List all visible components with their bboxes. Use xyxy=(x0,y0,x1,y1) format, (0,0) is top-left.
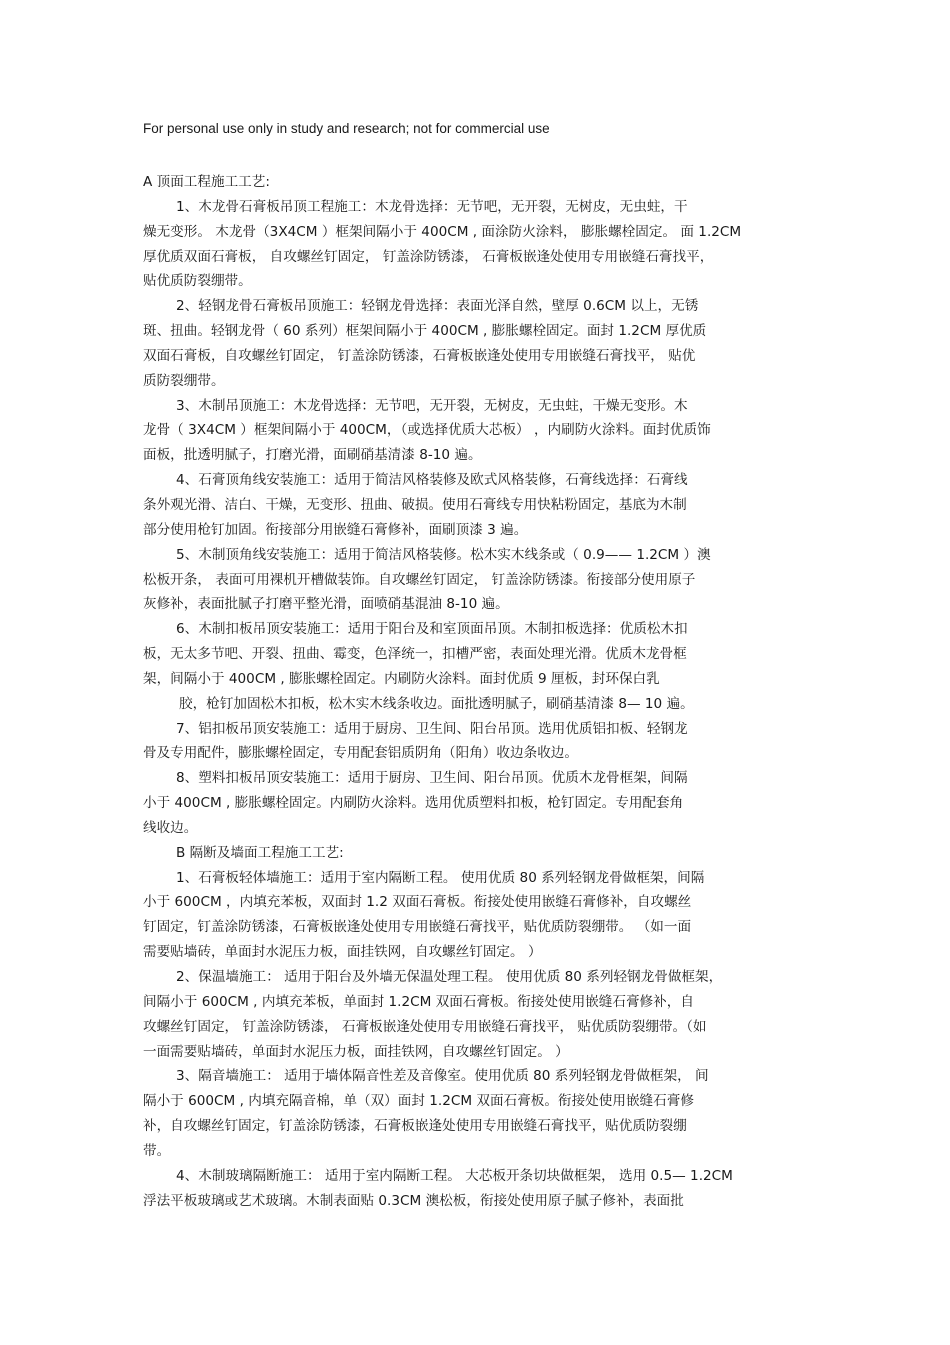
text-line: 一面需要贴墙砖，单面封水泥压力板，面挂铁网，自攻螺丝钉固定。 ） xyxy=(143,1043,569,1060)
text-line: 灰修补，表面批腻子打磨平整光滑，面喷硝基混油 8-10 遍。 xyxy=(143,596,509,613)
document-body xyxy=(143,170,808,1213)
text-line: 5、木制顶角线安装施工：适用于简洁风格装修。松木实木线条或（ 0.9—— 1.2CM ）澳 xyxy=(176,546,711,563)
text-line: 线收边。 xyxy=(143,819,198,836)
text-line: 骨及专用配件，膨胀螺栓固定，专用配套铝质阴角（阳角）收边条收边。 xyxy=(143,745,578,762)
text-line: 双面石膏板，自攻螺丝钉固定， 钉盖涂防锈漆，石膏板嵌逢处使用专用嵌缝石膏找平， 贴优 xyxy=(143,347,696,364)
text-line: 3、木制吊顶施工：木龙骨选择：无节吧，无开裂，无树皮，无虫蛀，干燥无变形。木 xyxy=(176,397,688,414)
text-line: 燥无变形。 木龙骨（3X4CM ）框架间隔小于 400CM , 面涂防火涂料， 膨胀螺栓固定。 面 1.2CM xyxy=(143,223,742,240)
text-line: 6、木制扣板吊顶安装施工：适用于阳台及和室顶面吊顶。木制扣板选择：优质松木扣 xyxy=(176,621,688,638)
text-line: 松板开条， 表面可用裸机开槽做装饰。自攻螺丝钉固定， 钉盖涂防锈漆。衔接部分使用原子 xyxy=(143,571,696,588)
text-line: 间隔小于 600CM , 内填充苯板，单面封 1.2CM 双面石膏板。衔接处使用嵌缝石膏修补，自 xyxy=(143,993,694,1010)
text-line: 1、石膏板轻体墙施工：适用于室内隔断工程。 使用优质 80 系列轻钢龙骨做框架，间隔 xyxy=(176,869,705,886)
text-line: 攻螺丝钉固定， 钉盖涂防锈漆， 石膏板嵌逢处使用专用嵌缝石膏找平， 贴优质防裂绷带。（如 xyxy=(143,1018,707,1035)
text-line: 条外观光滑、洁白、干燥，无变形、扭曲、破损。使用石膏线专用快粘粉固定，基底为木制 xyxy=(143,496,687,513)
text-line: 板，无太多节吧、开裂、扭曲、霉变，色泽统一，扣槽严密，表面处理光滑。优质木龙骨框 xyxy=(143,646,687,663)
text-line: A 顶面工程施工工艺: xyxy=(143,174,270,190)
text-line: 架，间隔小于 400CM , 膨胀螺栓固定。内刷防火涂料。面封优质 9 厘板，封环保白乳 xyxy=(143,670,660,687)
text-line: 2、轻钢龙骨石膏板吊顶施工：轻钢龙骨选择：表面光泽自然，壁厚 0.6CM 以上，无锈 xyxy=(176,298,699,315)
text-line: 面板，批透明腻子，打磨光滑，面刷硝基清漆 8-10 遍。 xyxy=(143,447,482,464)
text-line: 1、木龙骨石膏板吊顶工程施工：木龙骨选择：无节吧，无开裂，无树皮，无虫蛀，干 xyxy=(176,198,688,215)
text-line: 7、铝扣板吊顶安装施工：适用于厨房、卫生间、阳台吊顶。选用优质铝扣板、轻钢龙 xyxy=(176,720,688,737)
text-line: 4、木制玻璃隔断施工： 适用于室内隔断工程。 大芯板开条切块做框架， 选用 0.5— 1.2CM xyxy=(176,1167,733,1184)
text-line: 隔小于 600CM , 内填充隔音棉，单（双）面封 1.2CM 双面石膏板。衔接处使用嵌缝石膏修 xyxy=(143,1093,694,1110)
text-line: 8、塑料扣板吊顶安装施工：适用于厨房、卫生间、阳台吊顶。优质木龙骨框架，间隔 xyxy=(176,770,688,787)
text-line: 小于 400CM , 膨胀螺栓固定。内刷防火涂料。选用优质塑料扣板，枪钉固定。专用配套角 xyxy=(143,795,684,812)
text-line: B 隔断及墙面工程施工工艺: xyxy=(176,844,344,861)
disclaimer-text: For personal use only in study and research; not for commercial use xyxy=(143,121,550,136)
text-line: 胶，枪钉加固松木扣板，松木实木线条收边。面批透明腻子，刷硝基清漆 8— 10 遍。 xyxy=(179,695,694,712)
text-line: 厚优质双面石膏板， 自攻螺丝钉固定， 钉盖涂防锈漆， 石膏板嵌逢处使用专用嵌缝石膏找平， xyxy=(143,248,714,265)
text-line: 钉固定，钉盖涂防锈漆，石膏板嵌逢处使用专用嵌缝石膏找平，贴优质防裂绷带。 （如一面 xyxy=(143,919,692,936)
text-line: 部分使用枪钉加固。衔接部分用嵌缝石膏修补，面刷顶漆 3 遍。 xyxy=(143,521,528,538)
text-line: 斑、扭曲。轻钢龙骨（ 60 系列）框架间隔小于 400CM , 膨胀螺栓固定。面封 1.2CM 厚优质 xyxy=(143,323,707,340)
text-line: 质防裂绷带。 xyxy=(143,372,225,389)
text-line: 小于 600CM ，内填充苯板，双面封 1.2 双面石膏板。衔接处使用嵌缝石膏修补，自攻螺丝 xyxy=(143,894,692,911)
text-line: 龙骨（ 3X4CM ）框架间隔小于 400CM，（或选择优质大芯板） ，内刷防火涂料。面封优质饰 xyxy=(143,422,711,439)
text-line: 2、保温墙施工： 适用于阳台及外墙无保温处理工程。 使用优质 80 系列轻钢龙骨做框架， xyxy=(176,969,723,985)
text-line: 需要贴墙砖，单面封水泥压力板，面挂铁网，自攻螺丝钉固定。 ） xyxy=(143,944,542,961)
text-line: 补，自攻螺丝钉固定，钉盖涂防锈漆，石膏板嵌逢处使用专用嵌缝石膏找平，贴优质防裂绷 xyxy=(143,1118,687,1135)
text-line: 3、隔音墙施工： 适用于墙体隔音性差及音像室。使用优质 80 系列轻钢龙骨做框架， 间 xyxy=(176,1068,709,1085)
text-line: 浮法平板玻璃或艺术玻璃。木制表面贴 0.3CM 澳松板，衔接处使用原子腻子修补，表面批 xyxy=(143,1192,684,1209)
text-line: 带。 xyxy=(143,1142,171,1159)
text-line: 贴优质防裂绷带。 xyxy=(143,273,252,290)
text-line: 4、石膏顶角线安装施工：适用于简洁风格装修及欧式风格装修，石膏线选择：石膏线 xyxy=(176,472,688,489)
